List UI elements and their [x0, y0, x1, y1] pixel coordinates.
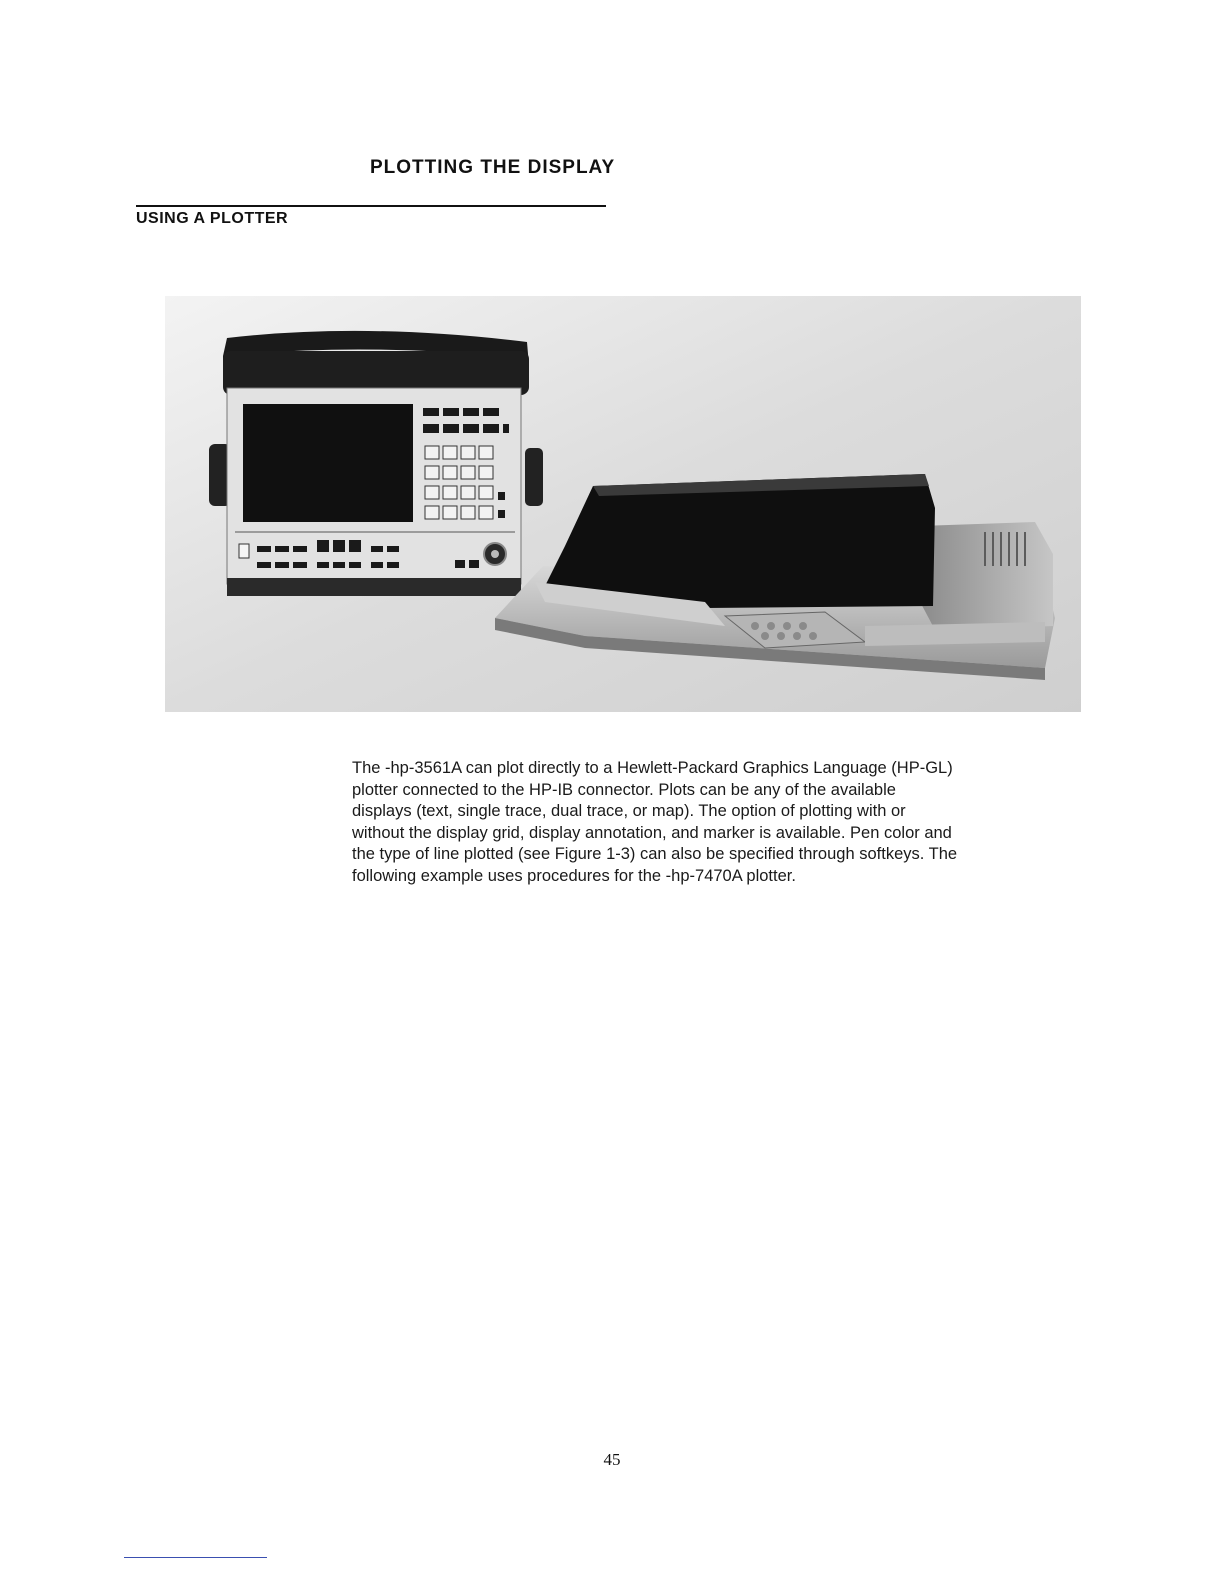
body-line: the type of line plotted (see Figure 1-3) can also be specified through softkeys. The	[352, 845, 958, 863]
section-heading: USING A PLOTTER	[136, 210, 289, 227]
spectrum-analyzer-icon	[209, 331, 543, 596]
body-line: without the display grid, display annotation, and marker is available. Pen color and	[352, 823, 952, 842]
body-line: The -hp-3561A can plot directly to a Hewlett-Packard Graphics Language (HP-GL)	[352, 759, 953, 777]
page-title: PLOTTING THE DISPLAY	[370, 157, 616, 178]
body-line: displays (text, single trace, dual trace, or map). The option of plotting with or	[352, 802, 906, 820]
page-number: 45	[603, 1450, 621, 1469]
body-line: plotter connected to the HP-IB connector. Plots can be any of the available	[352, 780, 896, 799]
figure-photo	[165, 296, 1081, 712]
title-divider	[136, 205, 606, 207]
footer-divider	[124, 1557, 267, 1558]
body-paragraph	[352, 758, 1112, 887]
body-line: following example uses procedures for the -hp-7470A plotter.	[352, 866, 796, 885]
